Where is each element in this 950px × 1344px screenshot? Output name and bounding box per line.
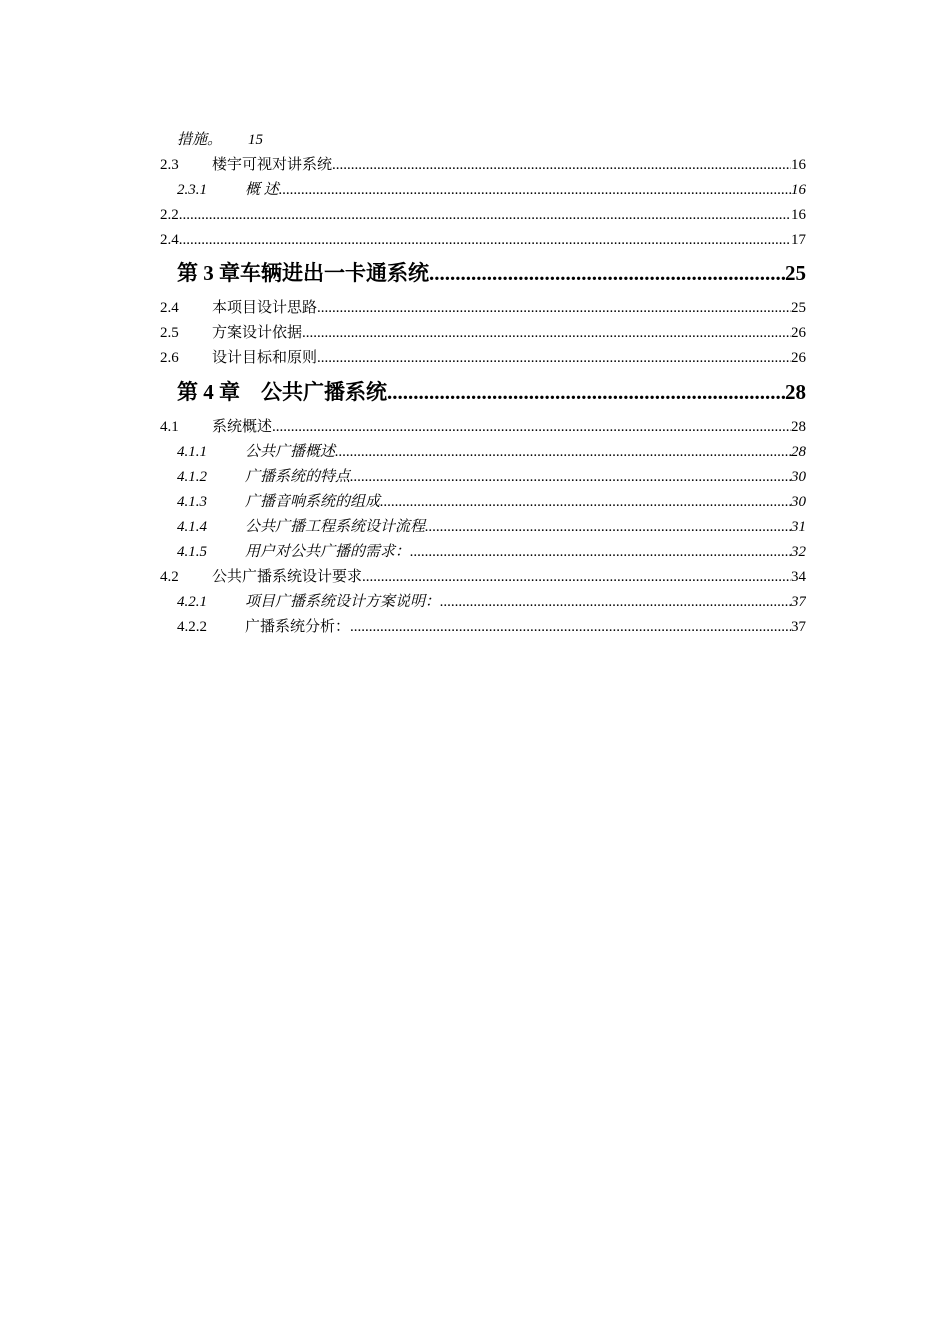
section-title: 用户对公共广播的需求：	[245, 544, 411, 560]
section-number: 2.3	[160, 157, 179, 173]
toc-chapter-entry[interactable]	[177, 258, 806, 288]
dot-leader	[335, 441, 791, 463]
page-number: 25	[785, 261, 806, 285]
page-number: 31	[791, 519, 806, 535]
toc-entry[interactable]	[177, 441, 806, 463]
page-number: 17	[791, 232, 806, 248]
section-number: 2.3.1	[177, 182, 207, 198]
dot-leader	[302, 322, 791, 344]
section-title: 公共广播工程系统设计流程	[245, 519, 426, 535]
section-title: 方案设计依据	[212, 325, 303, 341]
section-number: 4.1.2	[177, 469, 207, 485]
page-number: 28	[791, 419, 806, 435]
dot-leader	[429, 258, 785, 288]
page-number: 37	[791, 594, 806, 610]
section-number: 4.2.1	[177, 594, 207, 610]
dot-leader	[410, 541, 791, 563]
toc-entry[interactable]	[160, 347, 806, 369]
page-number: 25	[791, 300, 806, 316]
fragment-page-number: 15	[248, 132, 264, 148]
section-title: 广播系统分析：	[245, 619, 351, 635]
section-number: 2.4	[160, 300, 179, 316]
section-number: 2.6	[160, 350, 179, 366]
dot-leader	[179, 204, 791, 226]
dot-leader	[272, 416, 791, 438]
toc-entry[interactable]	[160, 297, 806, 319]
toc-entry[interactable]	[160, 416, 806, 438]
dot-leader	[332, 154, 791, 176]
dot-leader	[425, 516, 791, 538]
section-title: 2.2	[160, 207, 179, 223]
page-number: 37	[791, 619, 806, 635]
dot-leader	[440, 591, 791, 613]
toc-entry[interactable]	[160, 229, 806, 251]
toc-entry[interactable]	[160, 204, 806, 226]
section-title: 本项目设计思路	[212, 300, 318, 316]
toc-entry[interactable]	[177, 491, 806, 513]
section-title: 设计目标和原则	[212, 350, 318, 366]
section-title: 广播系统的特点	[245, 469, 351, 485]
dot-leader	[317, 347, 791, 369]
dot-leader	[362, 566, 791, 588]
section-number: 4.1.3	[177, 494, 207, 510]
page-number: 26	[791, 350, 806, 366]
toc-entry[interactable]	[177, 591, 806, 613]
section-title: 广播音响系统的组成	[245, 494, 381, 510]
page-number: 28	[785, 380, 806, 404]
page-number: 16	[791, 157, 806, 173]
toc-entry[interactable]	[160, 566, 806, 588]
page-number: 28	[791, 444, 806, 460]
toc-entry[interactable]	[177, 466, 806, 488]
dot-leader	[179, 229, 791, 251]
section-number: 4.1.1	[177, 444, 207, 460]
toc-entry[interactable]	[177, 179, 806, 201]
page-number: 16	[791, 182, 806, 198]
section-number: 4.2	[160, 569, 179, 585]
toc-fragment-line	[177, 129, 263, 151]
section-title: 公共广播系统设计要求	[212, 569, 363, 585]
section-title: 概 述	[245, 182, 279, 198]
section-number: 4.1	[160, 419, 179, 435]
page-number: 34	[791, 569, 806, 585]
toc-entry[interactable]	[177, 516, 806, 538]
toc-chapter-entry[interactable]	[177, 377, 806, 407]
dot-leader	[380, 491, 791, 513]
page-number: 16	[791, 207, 806, 223]
section-title: 2.4	[160, 232, 179, 248]
section-title: 公共广播概述	[245, 444, 336, 460]
page-number: 32	[791, 544, 806, 560]
dot-leader	[317, 297, 791, 319]
section-number: 4.1.4	[177, 519, 207, 535]
dot-leader	[350, 466, 791, 488]
section-title: 楼宇可视对讲系统	[212, 157, 333, 173]
section-title: 系统概述	[212, 419, 273, 435]
dot-leader	[387, 377, 785, 407]
section-title: 项目广播系统设计方案说明：	[245, 594, 441, 610]
toc-entry[interactable]	[160, 322, 806, 344]
toc-entry[interactable]	[177, 541, 806, 563]
dot-leader	[350, 616, 791, 638]
page-number: 30	[791, 469, 806, 485]
section-number: 4.2.2	[177, 619, 207, 635]
chapter-title: 第 4 章 公共广播系统	[177, 380, 387, 404]
page-number: 30	[791, 494, 806, 510]
chapter-title: 第 3 章车辆进出一卡通系统	[177, 261, 429, 285]
section-number: 4.1.5	[177, 544, 207, 560]
fragment-text: 措施。	[177, 132, 223, 148]
toc-entry[interactable]	[177, 616, 806, 638]
section-number: 2.5	[160, 325, 179, 341]
dot-leader	[279, 179, 791, 201]
page-number: 26	[791, 325, 806, 341]
toc-entry[interactable]	[160, 154, 806, 176]
